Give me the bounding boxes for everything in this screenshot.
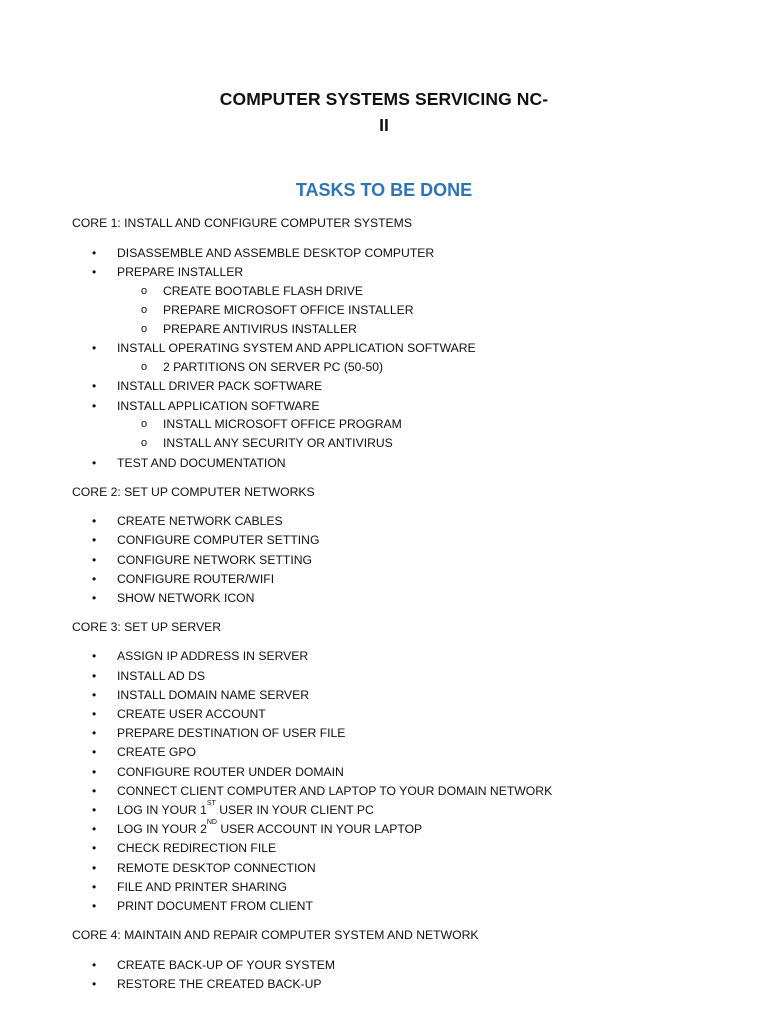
- bullet-glyph: •: [92, 649, 97, 663]
- bullet-glyph: •: [92, 669, 97, 683]
- ordinal-superscript: ND: [206, 819, 217, 826]
- list-item: FILE AND PRINTER SHARING: [117, 880, 287, 894]
- list-item: INSTALL AD DS: [117, 669, 206, 683]
- list-item: INSTALL DOMAIN NAME SERVER: [117, 688, 310, 702]
- bullet-glyph: •: [92, 399, 97, 413]
- login1-text-rest: USER IN YOUR CLIENT PC: [215, 803, 374, 817]
- list-item: CONFIGURE NETWORK SETTING: [117, 553, 312, 567]
- bullet-glyph: •: [92, 726, 97, 740]
- sub-bullet-glyph: o: [141, 323, 148, 335]
- list-item-login-client: [117, 800, 374, 817]
- sub-list-item: INSTALL MICROSOFT OFFICE PROGRAM: [163, 417, 402, 431]
- sub-list-item: CREATE BOOTABLE FLASH DRIVE: [163, 284, 364, 298]
- bullet-glyph: •: [92, 784, 97, 798]
- bullet-glyph: •: [92, 958, 97, 972]
- ordinal-superscript: ST: [206, 800, 216, 807]
- list-item: SHOW NETWORK ICON: [117, 591, 255, 605]
- list-item: CONNECT CLIENT COMPUTER AND LAPTOP TO YOUR DOMAIN NETWORK: [117, 784, 553, 798]
- bullet-glyph: •: [92, 861, 97, 875]
- bullet-glyph: •: [92, 572, 97, 586]
- sub-list-item: INSTALL ANY SECURITY OR ANTIVIRUS: [163, 436, 393, 450]
- core2-label: CORE 2: SET UP COMPUTER NETWORKS: [72, 485, 315, 499]
- bullet-glyph: •: [92, 591, 97, 605]
- sub-list-item: PREPARE MICROSOFT OFFICE INSTALLER: [163, 303, 414, 317]
- sub-bullet-glyph: o: [141, 361, 148, 373]
- list-item: PREPARE DESTINATION OF USER FILE: [117, 726, 346, 740]
- bullet-glyph: •: [92, 977, 97, 991]
- list-item: CREATE GPO: [117, 745, 197, 759]
- list-item: CONFIGURE COMPUTER SETTING: [117, 533, 320, 547]
- bullet-glyph: •: [92, 822, 97, 836]
- list-item: PREPARE INSTALLER: [117, 265, 244, 279]
- bullet-glyph: •: [92, 379, 97, 393]
- list-item: DISASSEMBLE AND ASSEMBLE DESKTOP COMPUTER: [117, 246, 435, 260]
- bullet-glyph: •: [92, 246, 97, 260]
- list-item: INSTALL OPERATING SYSTEM AND APPLICATION SOFTWARE: [117, 341, 476, 355]
- list-item: INSTALL DRIVER PACK SOFTWARE: [117, 379, 323, 393]
- bullet-glyph: •: [92, 899, 97, 913]
- core4-label: CORE 4: MAINTAIN AND REPAIR COMPUTER SYSTEM AND NETWORK: [72, 928, 479, 942]
- bullet-glyph: •: [92, 688, 97, 702]
- bullet-glyph: •: [92, 533, 97, 547]
- bullet-glyph: •: [92, 745, 97, 759]
- bullet-glyph: •: [92, 341, 97, 355]
- bullet-glyph: •: [92, 765, 97, 779]
- list-item: CONFIGURE ROUTER/WIFI: [117, 572, 275, 586]
- list-item: PRINT DOCUMENT FROM CLIENT: [117, 899, 313, 913]
- list-item: RESTORE THE CREATED BACK-UP: [117, 977, 322, 991]
- list-item: INSTALL APPLICATION SOFTWARE: [117, 399, 320, 413]
- bullet-glyph: •: [92, 456, 97, 470]
- bullet-glyph: •: [92, 707, 97, 721]
- core1-label: CORE 1: INSTALL AND CONFIGURE COMPUTER SYSTEMS: [72, 216, 412, 230]
- list-item: CREATE BACK-UP OF YOUR SYSTEM: [117, 958, 336, 972]
- bullet-glyph: •: [92, 880, 97, 894]
- sub-list-item: PREPARE ANTIVIRUS INSTALLER: [163, 322, 357, 336]
- sub-bullet-glyph: o: [141, 285, 148, 297]
- list-item: REMOTE DESKTOP CONNECTION: [117, 861, 316, 875]
- core3-label: CORE 3: SET UP SERVER: [72, 620, 222, 634]
- list-item-login-laptop: [117, 819, 423, 836]
- sub-bullet-glyph: o: [141, 437, 148, 449]
- list-item: CREATE NETWORK CABLES: [117, 514, 283, 528]
- document-title-line1: COMPUTER SYSTEMS SERVICING NC-: [219, 89, 549, 109]
- login1-text: LOG IN YOUR 1: [117, 803, 207, 817]
- section-heading: TASKS TO BE DONE: [295, 180, 473, 200]
- login2-text-rest: USER ACCOUNT IN YOUR LAPTOP: [216, 822, 423, 836]
- list-item: TEST AND DOCUMENTATION: [117, 456, 286, 470]
- bullet-glyph: •: [92, 514, 97, 528]
- sub-list-item: 2 PARTITIONS ON SERVER PC (50-50): [163, 360, 384, 374]
- bullet-glyph: •: [92, 803, 97, 817]
- sub-bullet-glyph: o: [141, 304, 148, 316]
- list-item: CREATE USER ACCOUNT: [117, 707, 266, 721]
- bullet-glyph: •: [92, 553, 97, 567]
- sub-bullet-glyph: o: [141, 418, 148, 430]
- login2-text: LOG IN YOUR 2: [117, 822, 207, 836]
- document-title-line2: II: [379, 115, 389, 135]
- bullet-glyph: •: [92, 841, 97, 855]
- list-item: CHECK REDIRECTION FILE: [117, 841, 277, 855]
- list-item: ASSIGN IP ADDRESS IN SERVER: [117, 649, 309, 663]
- bullet-glyph: •: [92, 265, 97, 279]
- list-item: CONFIGURE ROUTER UNDER DOMAIN: [117, 765, 344, 779]
